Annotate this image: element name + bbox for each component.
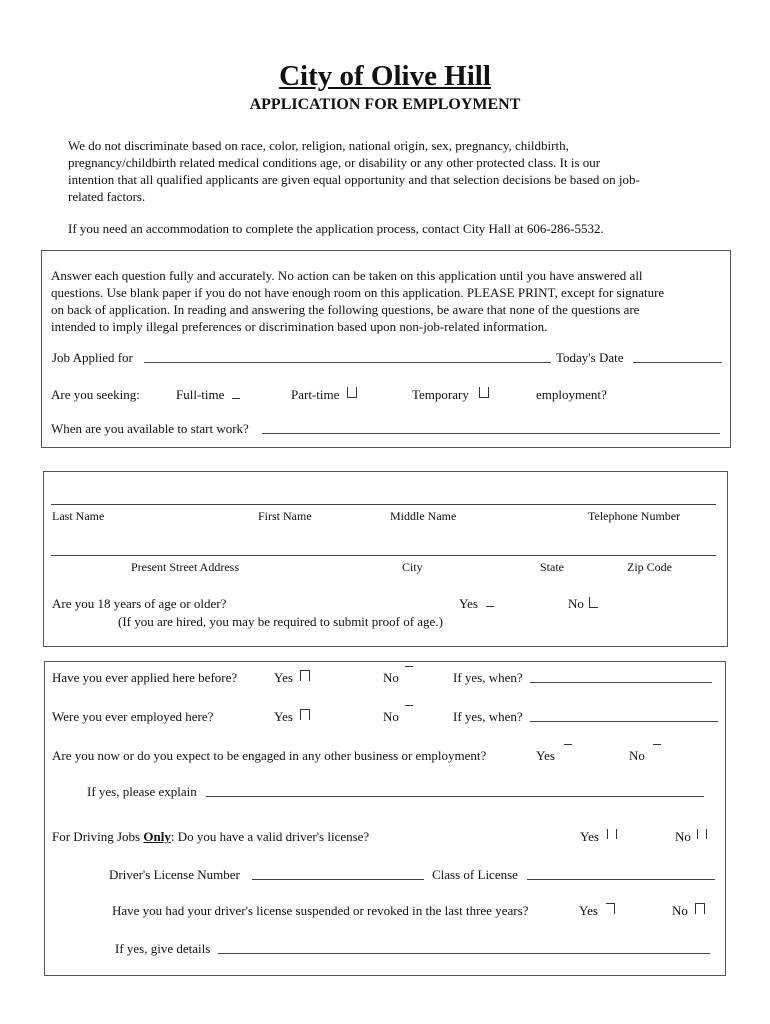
employed-yes-checkbox[interactable] (300, 709, 310, 720)
other-no-checkbox[interactable] (653, 744, 661, 745)
suspended-yes-label: Yes (579, 903, 598, 918)
suspended-question: Have you had your driver's license suspended or revoked in the last three years? (112, 903, 529, 918)
street-label: Present Street Address (131, 560, 239, 574)
license-no-label: No (675, 829, 691, 844)
details-label: If yes, give details (115, 941, 211, 956)
page-subtitle: APPLICATION FOR EMPLOYMENT (249, 96, 521, 113)
address-field[interactable] (51, 555, 716, 556)
other-business-question: Are you now or do you expect to be engaged in any other business or employment? (52, 748, 487, 763)
explain-field[interactable] (206, 796, 704, 797)
page-title: City of Olive Hill (279, 60, 491, 92)
part-time-label: Part-time (291, 387, 340, 402)
name-phone-field[interactable] (51, 504, 716, 505)
statement-line: intention that all qualified applicants are given equal opportunity and that selection decisions be based on job- (68, 172, 640, 187)
city-label: City (402, 560, 423, 574)
applied-when-label: If yes, when? (453, 670, 523, 685)
state-label: State (540, 560, 564, 574)
zip-label: Zip Code (627, 560, 672, 574)
age-yes-label: Yes (459, 596, 478, 611)
part-time-checkbox[interactable] (347, 387, 357, 398)
seeking-label: Are you seeking: (51, 387, 140, 402)
suspended-no-checkbox[interactable] (695, 903, 705, 914)
license-number-label: Driver's License Number (109, 867, 240, 882)
available-label: When are you available to start work? (51, 421, 249, 436)
nondiscrimination-statement (68, 137, 718, 205)
statement-line: related factors. (68, 189, 146, 204)
temporary-label: Temporary (412, 387, 469, 402)
statement-line: We do not discriminate based on race, color, religion, national origin, sex, pregnancy, childbirth, (68, 138, 569, 153)
employed-yes-label: Yes (274, 709, 293, 724)
telephone-label: Telephone Number (588, 509, 681, 523)
first-name-label: First Name (258, 509, 312, 523)
age-note: (If you are hired, you may be required to submit proof of age.) (118, 614, 443, 629)
full-time-checkbox[interactable] (232, 398, 240, 399)
employed-no-checkbox[interactable] (405, 705, 413, 706)
statement-line: pregnancy/childbirth related medical conditions age, or disability or any other protected class. It is our (68, 155, 601, 170)
job-applied-field[interactable] (144, 362, 551, 363)
employed-here-question: Were you ever employed here? (52, 709, 214, 724)
driving-suffix: : Do you have a valid driver's license? (170, 829, 370, 844)
other-yes-checkbox[interactable] (564, 744, 572, 745)
instructions-line: Answer each question fully and accurately. No action can be taken on this application until you have answered all (51, 268, 643, 283)
applied-no-checkbox[interactable] (405, 666, 413, 667)
middle-name-label: Middle Name (390, 509, 457, 523)
full-time-label: Full-time (176, 387, 225, 402)
applied-yes-checkbox[interactable] (300, 670, 310, 681)
instructions-line: intended to imply illegal preferences or discrimination based upon non-job-related information. (51, 319, 548, 334)
license-number-field[interactable] (252, 879, 424, 880)
details-field[interactable] (218, 953, 710, 954)
accommodation-note: If you need an accommodation to complete the application process, contact City Hall at 606-286-5532. (68, 221, 604, 236)
driving-license-question (52, 829, 369, 845)
age-question: Are you 18 years of age or older? (52, 596, 227, 611)
applied-yes-label: Yes (274, 670, 293, 685)
license-no-checkbox[interactable] (697, 829, 707, 839)
temporary-checkbox[interactable] (479, 387, 489, 398)
driving-only: Only (143, 829, 171, 844)
age-no-checkbox[interactable] (589, 597, 598, 608)
instructions-line: on back of application. In reading and answering the following questions, be aware that none of the questions are (51, 302, 640, 317)
employment-suffix: employment? (536, 387, 607, 402)
driving-prefix: For Driving Jobs (52, 829, 144, 844)
other-yes-label: Yes (536, 748, 555, 763)
age-no-label: No (568, 596, 584, 611)
last-name-label: Last Name (52, 509, 105, 523)
age-yes-checkbox[interactable] (486, 606, 494, 607)
employed-no-label: No (383, 709, 399, 724)
available-field[interactable] (262, 433, 720, 434)
license-yes-checkbox[interactable] (607, 829, 617, 839)
other-no-label: No (629, 748, 645, 763)
job-applied-label: Job Applied for (52, 350, 133, 365)
employed-when-field[interactable] (530, 721, 718, 722)
applied-no-label: No (383, 670, 399, 685)
explain-label: If yes, please explain (87, 784, 197, 799)
todays-date-field[interactable] (633, 362, 722, 363)
license-class-label: Class of License (432, 867, 518, 882)
employed-when-label: If yes, when? (453, 709, 523, 724)
license-class-field[interactable] (527, 879, 715, 880)
suspended-yes-checkbox[interactable] (606, 903, 615, 914)
applied-before-question: Have you ever applied here before? (52, 670, 238, 685)
todays-date-label: Today's Date (556, 350, 624, 365)
instructions-line: questions. Use blank paper if you do not have enough room on this application. PLEASE PRINT, except for signature (51, 285, 665, 300)
license-yes-label: Yes (580, 829, 599, 844)
instructions (51, 267, 723, 335)
applied-when-field[interactable] (530, 682, 712, 683)
suspended-no-label: No (672, 903, 688, 918)
